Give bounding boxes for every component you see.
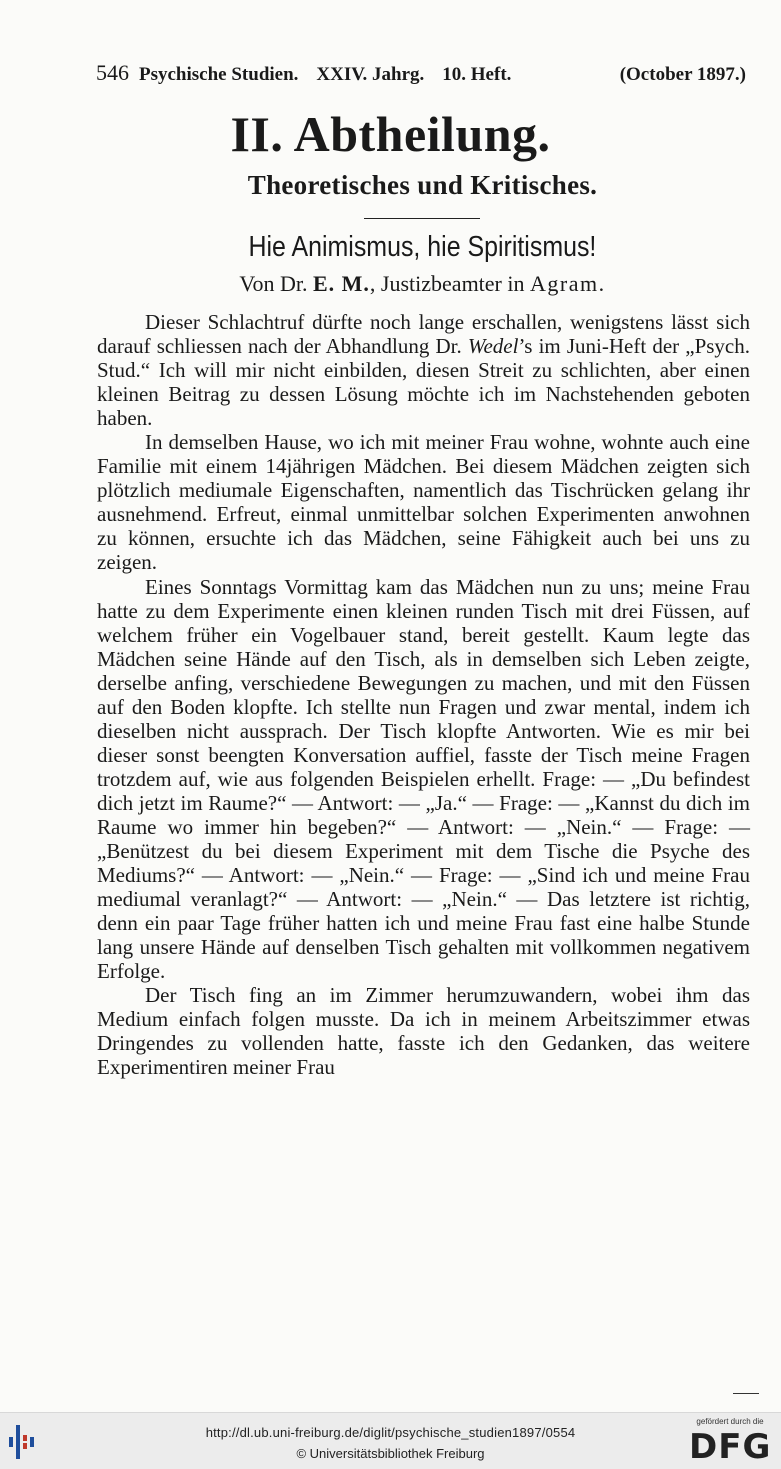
paragraph-2: In demselben Hause, wo ich mit meiner Frau wohne, wohnte auch eine Familie mit einem 14jährigen Mädchen. Bei diesem Mädchen zeigten sich plötzlich mediumale Eigenschaften, namentlich das Tischrücken gelang ihr ausnehmend. Erfreut, einmal unmittelbar solchen Experimenten anwohnen zu können, ersuchte ich das Mädchen, seine Fähigkeit auch bei uns zu zeigen. — [97, 430, 750, 575]
byline-place: Agram. — [530, 271, 606, 296]
paragraph-4: Der Tisch fing an im Zimmer herumzuwandern, wobei ihm das Medium einfach folgen musste. Da ich in meinem Arbeitszimmer etwas Dringendes zu vollenden hatte, fasste ich den Gedanken, das weitere Experimentiren meiner Frau — [97, 983, 750, 1080]
title-divider — [364, 218, 480, 219]
journal-title: Psychische Studien. — [139, 64, 299, 85]
running-head — [96, 60, 746, 86]
permalink-url[interactable]: http://dl.ub.uni-freiburg.de/diglit/psychische_studien1897/0554 — [205, 1425, 576, 1440]
volume-label: XXIV. Jahrg. — [316, 64, 425, 85]
page-number: 546 — [96, 60, 129, 85]
article-body — [97, 310, 750, 1080]
byline — [0, 270, 781, 298]
dfg-logo-icon[interactable] — [689, 1417, 771, 1467]
article-title: Hie Animismus, hie Spiritismus! — [248, 231, 597, 263]
byline-suffix: , Justizbeamter in — [369, 271, 525, 296]
funder-logo: DFG — [689, 1427, 772, 1467]
issue-label: 10. Heft. — [442, 64, 512, 85]
issue-date: (October 1897.) — [619, 64, 746, 85]
page-end-mark — [733, 1393, 759, 1394]
funder-note: gefördert durch die — [696, 1417, 764, 1426]
section-title: II. Abtheilung. — [230, 106, 551, 162]
paragraph-1-text-b: ’s im Juni-Heft der „Psych. Stud.“ Ich will mir nicht einbilden, diesen Streit zu schlichten, aber einen kleinen Beitrag zu dessen Lösung möchte ich im Nachstehenden geboten haben. — [97, 334, 750, 431]
paragraph-1 — [97, 310, 750, 430]
cited-author-name: Wedel — [467, 334, 519, 359]
copyright-notice: © Universitätsbibliothek Freiburg — [296, 1446, 485, 1461]
section-subtitle: Theoretisches und Kritisches. — [247, 170, 598, 200]
viewer-footer — [0, 1412, 781, 1469]
paragraph-3: Eines Sonntags Vormittag kam das Mädchen nun zu uns; meine Frau hatte zu dem Experimente einen kleinen runden Tisch mit drei Füssen, auf welchem früher ein Vogelbauer stand, bereit gestellt. Kaum legte das Mädchen seine Hände auf den Tisch, als in demselben sich Leben zeigte, derselbe anfing, verschiedene Bewegungen zu machen, und mit den Füssen auf den Boden klopfte. Ich stellte nun Fragen und zwar mental, indem ich dieselben nicht aussprach. Der Tisch klopfte Antworten. Wie es mir bei dieser sonst beengten Konversation auffiel, fasste der Tisch meine Fragen trotzdem auf, wie aus folgenden Beispielen erhellt. Frage: — „Du befindest dich jetzt im Raume?“ — Antwort: — „Ja.“ — Frage: — „Kannst du dich im Raume wo immer hin begeben?“ — Antwort: — „Nein.“ — Frage: — „Benützest du bei diesem Experiment mit dem Tische die Psyche des Mediums?“ — Antwort: — „Nein.“ — Frage: — „Sind ich und meine Frau mediumal veranlagt?“ — Antwort: — „Nein.“ — Das letztere ist richtig, denn ein paar Tage früher hatten ich und meine Frau fast eine halbe Stunde lang unsere Hände auf denselben Tisch gehalten mit vollkommen negativem Erfolge. — [97, 574, 750, 984]
byline-prefix: Von Dr. — [239, 271, 308, 296]
byline-author: E. M. — [312, 271, 370, 296]
paragraph-1-text-a: Dieser Schlachtruf dürfte noch lange erschallen, wenigstens lässt sich darauf schliessen nach der Abhandlung Dr. — [97, 310, 750, 359]
